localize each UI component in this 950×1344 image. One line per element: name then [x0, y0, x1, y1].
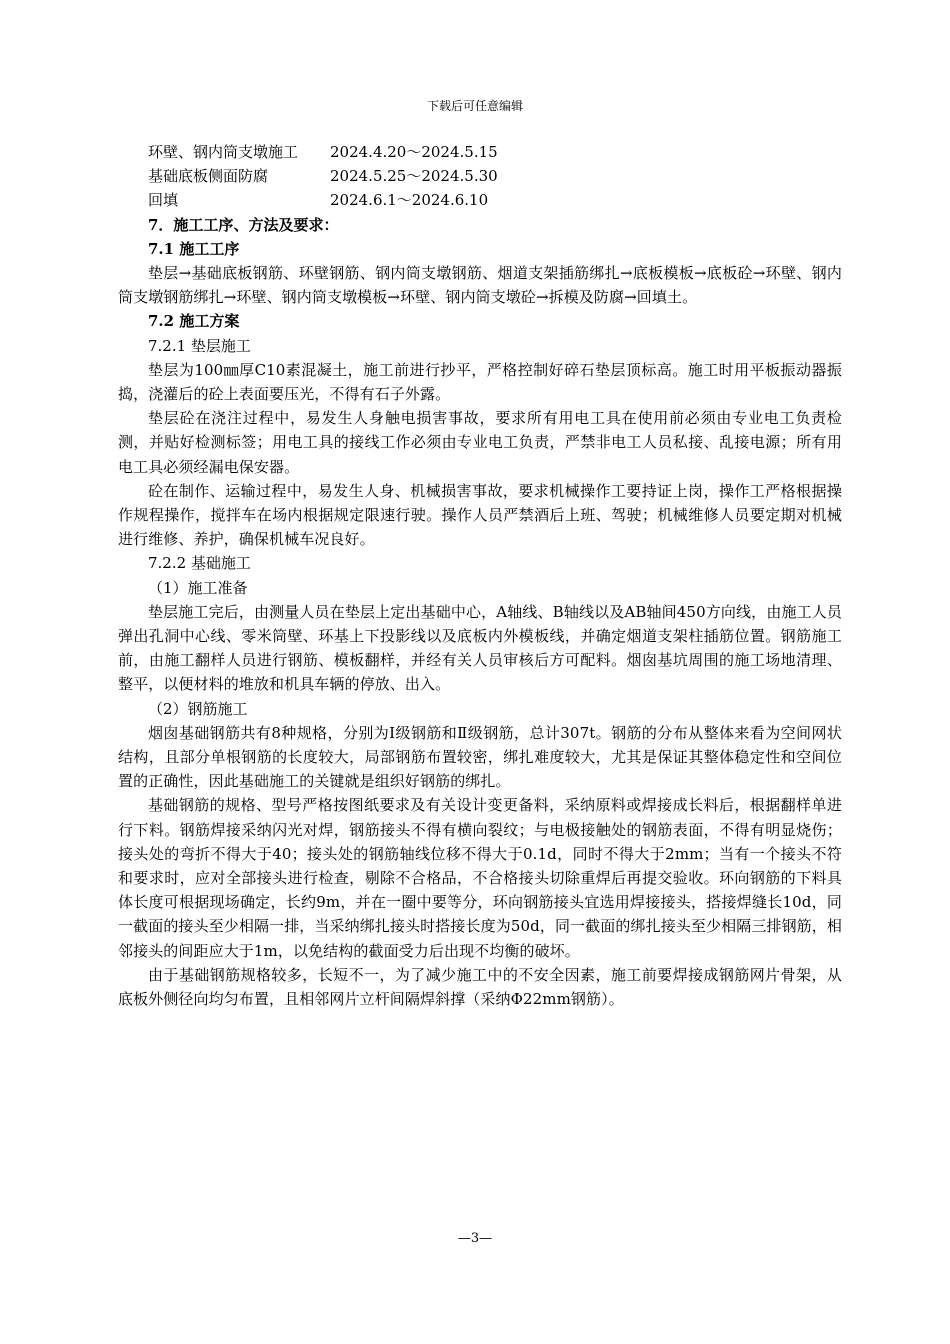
schedule-row — [118, 188, 842, 212]
schedule-date: 2024.6.1～2024.6.10 — [330, 191, 489, 210]
paragraph: 垫层施工完后，由测量人员在垫层上定出基础中心，A轴线、B轴线以及AB轴间450方向线，由施工人员弹出孔洞中心线、零米筒壁、环基上下投影线以及底板内外模板线，并确定烟道支架柱插筋位置。钢筋施工前，由施工翻样人员进行钢筋、模板翻样，并经有关人员审核后方可配料。烟囱基坑周围的施工场地清理、整平，以便材料的堆放和机具车辆的停放、出入。 — [118, 602, 842, 694]
rebar-heading: （2）钢筋施工 — [148, 699, 248, 718]
section-7-1-heading: 7.1 施工工序 — [148, 239, 240, 258]
paragraph: 烟囱基础钢筋共有8种规格，分别为Ⅰ级钢筋和Ⅱ级钢筋，总计307t。钢筋的分布从整体来看为空间网状结构，且部分单根钢筋的长度较大，局部钢筋布置较密，绑扎难度较大，尤其是保证其整体稳定性和空间位置的正确性，因此基础施工的关键就是组织好钢筋的绑扎。 — [118, 723, 842, 791]
schedule-row — [118, 140, 842, 164]
schedule-row — [118, 164, 842, 188]
paragraph: 由于基础钢筋规格较多，长短不一，为了减少施工中的不安全因素，施工前要焊接成钢筋网片骨架，从底板外侧径向均匀布置，且相邻网片立杆间隔焊斜撑（采纳Φ22mm钢筋）。 — [118, 965, 842, 1009]
section-7-1-text: 垫层→基础底板钢筋、环壁钢筋、钢内筒支墩钢筋、烟道支架插筋绑扎→底板模板→底板砼→环壁、钢内筒支墩钢筋绑扎→环壁、钢内筒支墩模板→环壁、钢内筒支墩砼→拆模及防腐→回填土。 — [118, 263, 842, 307]
schedule-date: 2024.4.20～2024.5.15 — [330, 143, 498, 161]
document-body — [118, 140, 842, 1011]
schedule-date: 2024.5.25～2024.5.30 — [330, 167, 498, 186]
schedule-task: 回填 — [148, 191, 179, 210]
section-7-2-heading: 7.2 施工方案 — [148, 312, 240, 331]
paragraph: 垫层为100㎜厚C10素混凝土，施工前进行抄平，严格控制好碎石垫层顶标高。施工时用平板振动器振捣，浇灌后的砼上表面要压光，不得有石子外露。 — [118, 360, 842, 403]
paragraph: 基础钢筋的规格、型号严格按图纸要求及有关设计变更备料，采纳原料或焊接成长料后，根据翻样单进行下料。钢筋焊接采纳闪光对焊，钢筋接头不得有横向裂纹；与电极接触处的钢筋表面，不得有明显烧伤；接头处的弯折不得大于40；接头处的钢筋轴线位移不得大于0.1d，同时不得大于2mm；当有一个接头不符和要求时，应对全部接头进行检查，剔除不合格品，不合格接头切除重焊后再提交验收。环向钢筋的下料具体长度可根据现场确定，长约9m，并在一圈中要等分，环向钢筋接头宜选用焊接接头，搭接焊缝长10d，同一截面的接头至少相隔一排，当采纳绑扎接头时搭接长度为50d，同一截面的绑扎接头至少相隔三排钢筋，相邻接头的间距应大于1m，以免结构的截面受力后出现不均衡的破坏。 — [118, 796, 842, 960]
section-7-heading: 7．施工工序、方法及要求： — [148, 215, 339, 234]
schedule-task: 环壁、钢内筒支墩施工 — [148, 143, 299, 161]
prep-heading: （1）施工准备 — [148, 578, 248, 597]
schedule-task: 基础底板侧面防腐 — [148, 167, 269, 186]
section-7-2-1-heading: 7.2.1 垫层施工 — [148, 336, 251, 355]
section-7-2-2-heading: 7.2.2 基础施工 — [148, 554, 251, 573]
paragraph: 垫层砼在浇注过程中，易发生人身触电损害事故，要求所有用电工具在使用前必须由专业电工负责检测，并贴好检测标签；用电工具的接线工作必须由专业电工负责，严禁非电工人员私接、乱接电源；所有用电工具必须经漏电保安器。 — [118, 409, 842, 476]
page-number: —3— — [457, 1231, 493, 1246]
paragraph: 砼在制作、运输过程中，易发生人身、机械损害事故，要求机械操作工要持证上岗，操作工严格根据操作规程操作，搅拌车在场内根据规定限速行驶。操作人员严禁酒后上班、驾驶；机械维修人员要定期对机械进行维修、养护，确保机械车况良好。 — [118, 481, 842, 549]
header-note: 下载后可任意编辑 — [426, 99, 523, 113]
